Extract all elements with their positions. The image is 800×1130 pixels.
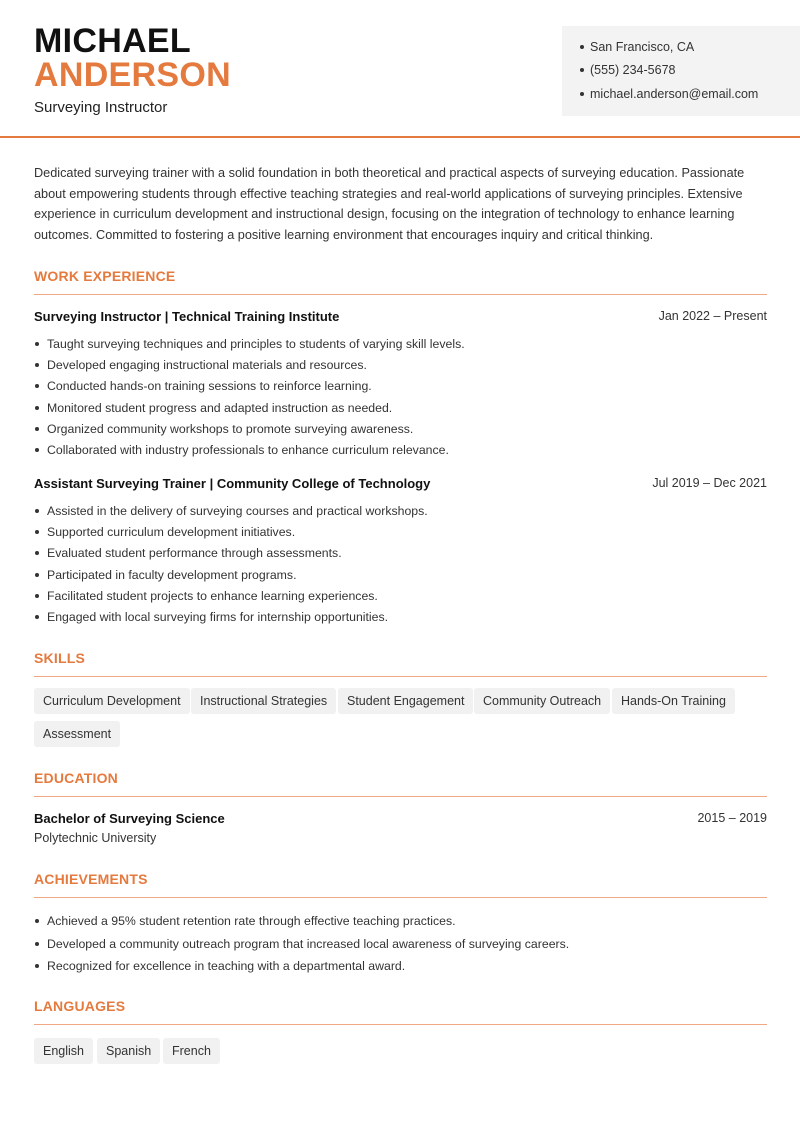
list-item: Taught surveying techniques and principles to students of varying skill levels. [34, 336, 767, 357]
location-text: San Francisco, CA [590, 40, 695, 54]
list-item: Recognized for excellence in teaching with a departmental award. [34, 958, 774, 981]
language-chip: English [34, 1038, 93, 1064]
list-item: Assisted in the delivery of surveying courses and practical workshops. [34, 503, 767, 524]
list-item: Supported curriculum development initiatives. [34, 524, 767, 545]
section-divider [34, 294, 767, 295]
skill-chip: Instructional Strategies [191, 688, 336, 714]
education-dates: 2015 – 2019 [697, 811, 767, 825]
job-title: Surveying Instructor [34, 99, 168, 116]
section-title-languages: LANGUAGES [34, 998, 126, 1014]
job-bullet-list [34, 336, 767, 463]
contact-box [562, 26, 800, 116]
section-divider [34, 1024, 767, 1025]
list-item: Developed a community outreach program that increased local awareness of surveying careers. [34, 936, 774, 959]
list-item: Engaged with local surveying firms for internship opportunities. [34, 609, 767, 630]
job-bullet-list [34, 503, 767, 630]
job-dates: Jan 2022 – Present [658, 309, 767, 323]
section-divider [34, 897, 767, 898]
email-link[interactable]: michael.anderson@email.com [590, 87, 759, 101]
profile-summary: Dedicated surveying trainer with a solid foundation in both theoretical and practical aspects of surveying education. Passionate about empowering students through effective teaching strategies and real-world applications of surveying principles. Extensive experience in curriculum development and instructional design, focusing on the integration of technology to enhance learning outcomes. Committed to fostering a positive learning environment that encourages inquiry and critical thinking. [34, 166, 745, 242]
bullet-icon [580, 68, 584, 72]
skill-chip: Assessment [34, 721, 120, 747]
education-school: Polytechnic University [34, 831, 157, 845]
list-item: Participated in faculty development programs. [34, 567, 767, 588]
job-dates: Jul 2019 – Dec 2021 [652, 476, 767, 490]
language-chip: Spanish [97, 1038, 160, 1064]
job-entry-header [34, 476, 767, 494]
skill-chip: Curriculum Development [34, 688, 190, 714]
job-role: Surveying Instructor | Technical Training Institute [34, 309, 340, 324]
last-name: ANDERSON [34, 56, 231, 94]
job-entry-header [34, 309, 767, 327]
phone-text: (555) 234-5678 [590, 63, 676, 77]
list-item: Facilitated student projects to enhance learning experiences. [34, 588, 767, 609]
contact-email[interactable] [580, 87, 758, 101]
section-title-achievements: ACHIEVEMENTS [34, 871, 148, 887]
list-item: Collaborated with industry professionals to enhance curriculum relevance. [34, 442, 767, 463]
section-divider [34, 676, 767, 677]
first-name: MICHAEL [34, 22, 191, 60]
bullet-icon [580, 92, 584, 96]
section-title-work: WORK EXPERIENCE [34, 268, 176, 284]
list-item: Achieved a 95% student retention rate through effective teaching practices. [34, 913, 774, 936]
job-role: Assistant Surveying Trainer | Community College of Technology [34, 476, 431, 491]
achievements-list [34, 913, 774, 981]
contact-phone [580, 63, 675, 77]
list-item: Conducted hands-on training sessions to reinforce learning. [34, 378, 767, 399]
contact-location [580, 40, 694, 54]
list-item: Monitored student progress and adapted instruction as needed. [34, 400, 767, 421]
section-title-education: EDUCATION [34, 770, 118, 786]
skill-chip: Community Outreach [474, 688, 610, 714]
section-title-skills: SKILLS [34, 650, 85, 666]
language-chip: French [163, 1038, 220, 1064]
list-item: Evaluated student performance through assessments. [34, 545, 767, 566]
section-divider [34, 796, 767, 797]
resume-header [0, 0, 800, 138]
list-item: Organized community workshops to promote surveying awareness. [34, 421, 767, 442]
bullet-icon [580, 45, 584, 49]
education-degree: Bachelor of Surveying Science [34, 811, 225, 826]
skill-chip: Student Engagement [338, 688, 473, 714]
skill-chip: Hands-On Training [612, 688, 735, 714]
list-item: Developed engaging instructional materials and resources. [34, 357, 767, 378]
